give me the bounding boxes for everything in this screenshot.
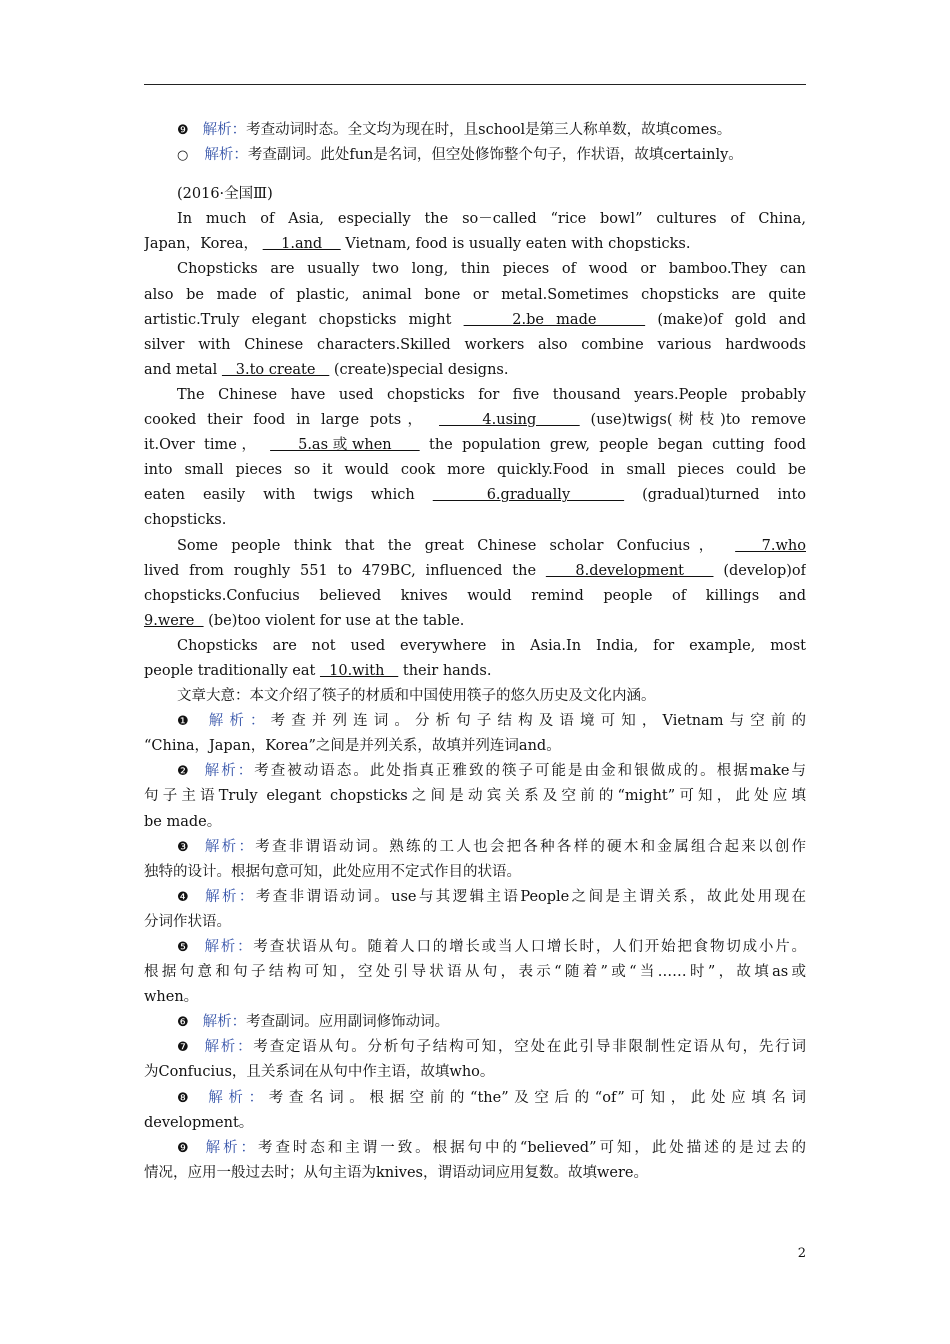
note-label: 解析：: [208, 1089, 269, 1106]
passage-line: and metal 3.to create (create)special designs.: [144, 361, 509, 378]
passage-line: people traditionally eat 10.with their hands.: [144, 662, 492, 679]
passage-line: chopsticks.Confucius believed knives would remind people of killings and: [144, 587, 806, 604]
page-content: [144, 118, 806, 1186]
note-label: 解析：: [204, 838, 256, 855]
note-marker: ❹: [177, 889, 192, 905]
note-marker: ❷: [177, 764, 191, 780]
note-label: 解析：: [204, 1039, 254, 1056]
note-label: 解析：: [204, 763, 255, 780]
note-6: ❻ 解析：考查副词。应用副词修饰动词。: [177, 1014, 450, 1031]
note-1: ❶ 解析：考查并列连词。分析句子结构及语境可知，Vietnam与空前的 “China，Japan，Korea”之间是并列关系，故填并列连词and。: [144, 713, 806, 755]
note-marker: ❾: [177, 1140, 192, 1156]
passage-line: artistic.Truly elegant chopsticks might 2.be made (make)of gold and: [144, 311, 806, 328]
note-label: 解析：: [202, 1014, 247, 1031]
note-text: 考查副词。此处fun是名词，但空处修饰整个句子，作状语，故填certainly。: [247, 147, 743, 164]
note-label: 解析：: [204, 147, 248, 164]
note-text: 考查动词时态。全文均为现在时，且school是第三人称单数，故填comes。: [246, 122, 732, 138]
passage-line: cooked their food in large pots， 4.using (use)twigs(树枝)to remove: [144, 412, 806, 429]
blank-3: 3.to create: [221, 361, 330, 378]
passage-line: silver with Chinese characters.Skilled workers also combine various hardwoods: [144, 336, 806, 353]
pre-note: [144, 143, 806, 168]
passage-line: lived from roughly 551 to 479BC, influenced the 8.development (develop)of: [144, 562, 806, 579]
pre-note: [144, 118, 806, 143]
note-marker: ❽: [177, 1090, 195, 1106]
blank-4: 4.using: [439, 412, 580, 429]
passage-line: chopsticks.: [144, 512, 227, 529]
note-7: ❼ 解析：考查定语从句。分析句子结构可知，空处在此引导非限制性定语从句，先行词 为Confucius，且关系词在从句中作主语，故填who。: [144, 1039, 806, 1081]
note-marker: ❺: [177, 940, 191, 955]
passage-line: also be made of plastic, animal bone or metal.Sometimes chopsticks are quite: [144, 286, 806, 303]
passage-line: Chopsticks are usually two long, thin pieces of wood or bamboo.They can: [177, 261, 806, 278]
page-number: 2: [797, 1246, 806, 1261]
note-label: 解析：: [204, 939, 254, 955]
note-marker: ❸: [177, 839, 191, 855]
passage-source: (2016·全国Ⅲ): [177, 186, 273, 203]
blank-7: 7.who: [735, 537, 806, 554]
note-marker: ❼: [177, 1040, 191, 1056]
blank-2: 2.be made: [463, 311, 646, 328]
passage-line: it.Over time， 5.as或when the population grew, people began cutting food: [144, 437, 806, 454]
note-marker: ❻: [177, 1015, 189, 1031]
blank-6: 6.gradually: [432, 487, 625, 504]
blank-5: 5.as或when: [270, 437, 420, 454]
note-2: ❷ 解析：考查被动语态。此处指真正雅致的筷子可能是由金和银做成的。根据make与 句子主语Truly elegant chopsticks之间是动宾关系及空前的“might”可知，此处应填 be made。: [144, 763, 806, 830]
blank-8: 8.development: [545, 562, 714, 579]
note-label: 解析：: [208, 713, 271, 730]
blank-10: 10.with: [319, 662, 399, 679]
note-5: ❺ 解析：考查状语从句。随着人口的增长或当人口增长时，人们开始把食物切成小片。 根据句意和句子结构可知，空处引导状语从句，表示“随着”或“当……时”，故填as或 when。: [144, 939, 806, 1006]
note-label: 解析：: [202, 122, 247, 138]
passage-line: eaten easily with twigs which 6.gradually (gradual)turned into: [144, 487, 806, 504]
note-marker: ❾: [177, 123, 189, 138]
blank-9: 9.were: [144, 612, 204, 629]
note-8: ❽ 解析：考查名词。根据空前的“the”及空后的“of”可知，此处应填名词 development。: [144, 1089, 806, 1131]
header-rule: [144, 84, 806, 85]
note-3: ❸ 解析：考查非谓语动词。熟练的工人也会把各种各样的硬木和金属组合起来以创作 独特的设计。根据句意可知，此处应用不定式作目的状语。: [144, 838, 806, 880]
passage-line: Some people think that the great Chinese scholar Confucius， 7.who: [177, 537, 806, 554]
summary: 文章大意：本文介绍了筷子的材质和中国使用筷子的悠久历史及文化内涵。: [177, 688, 656, 705]
passage-line: into small pieces so it would cook more quickly.Food in small pieces could be: [144, 462, 806, 479]
note-4: ❹ 解析：考查非谓语动词。use与其逻辑主语People之间是主谓关系，故此处用现在 分词作状语。: [144, 888, 806, 930]
blank-1: 1.and: [262, 236, 341, 253]
note-label: 解析：: [205, 1139, 259, 1156]
note-label: 解析：: [205, 888, 256, 905]
note-9: ❾ 解析：考查时态和主谓一致。根据句中的“believed”可知，此处描述的是过去的 情况，应用一般过去时；从句主语为knives，谓语动词应用复数。故填were。: [144, 1139, 806, 1181]
note-marker: ❶: [177, 714, 195, 730]
passage-line: 9.were (be)too violent for use at the table.: [144, 612, 465, 629]
passage-line: Japan，Korea， 1.and Vietnam, food is usually eaten with chopsticks.: [144, 236, 691, 253]
passage-line: The Chinese have used chopsticks for five thousand years.People probably: [177, 386, 806, 403]
passage-line: Chopsticks are not used everywhere in Asia.In India, for example, most: [177, 637, 806, 654]
passage-line: In much of Asia, especially the so－called “rice bowl” cultures of China,: [177, 211, 806, 228]
note-marker: ○: [177, 148, 189, 164]
